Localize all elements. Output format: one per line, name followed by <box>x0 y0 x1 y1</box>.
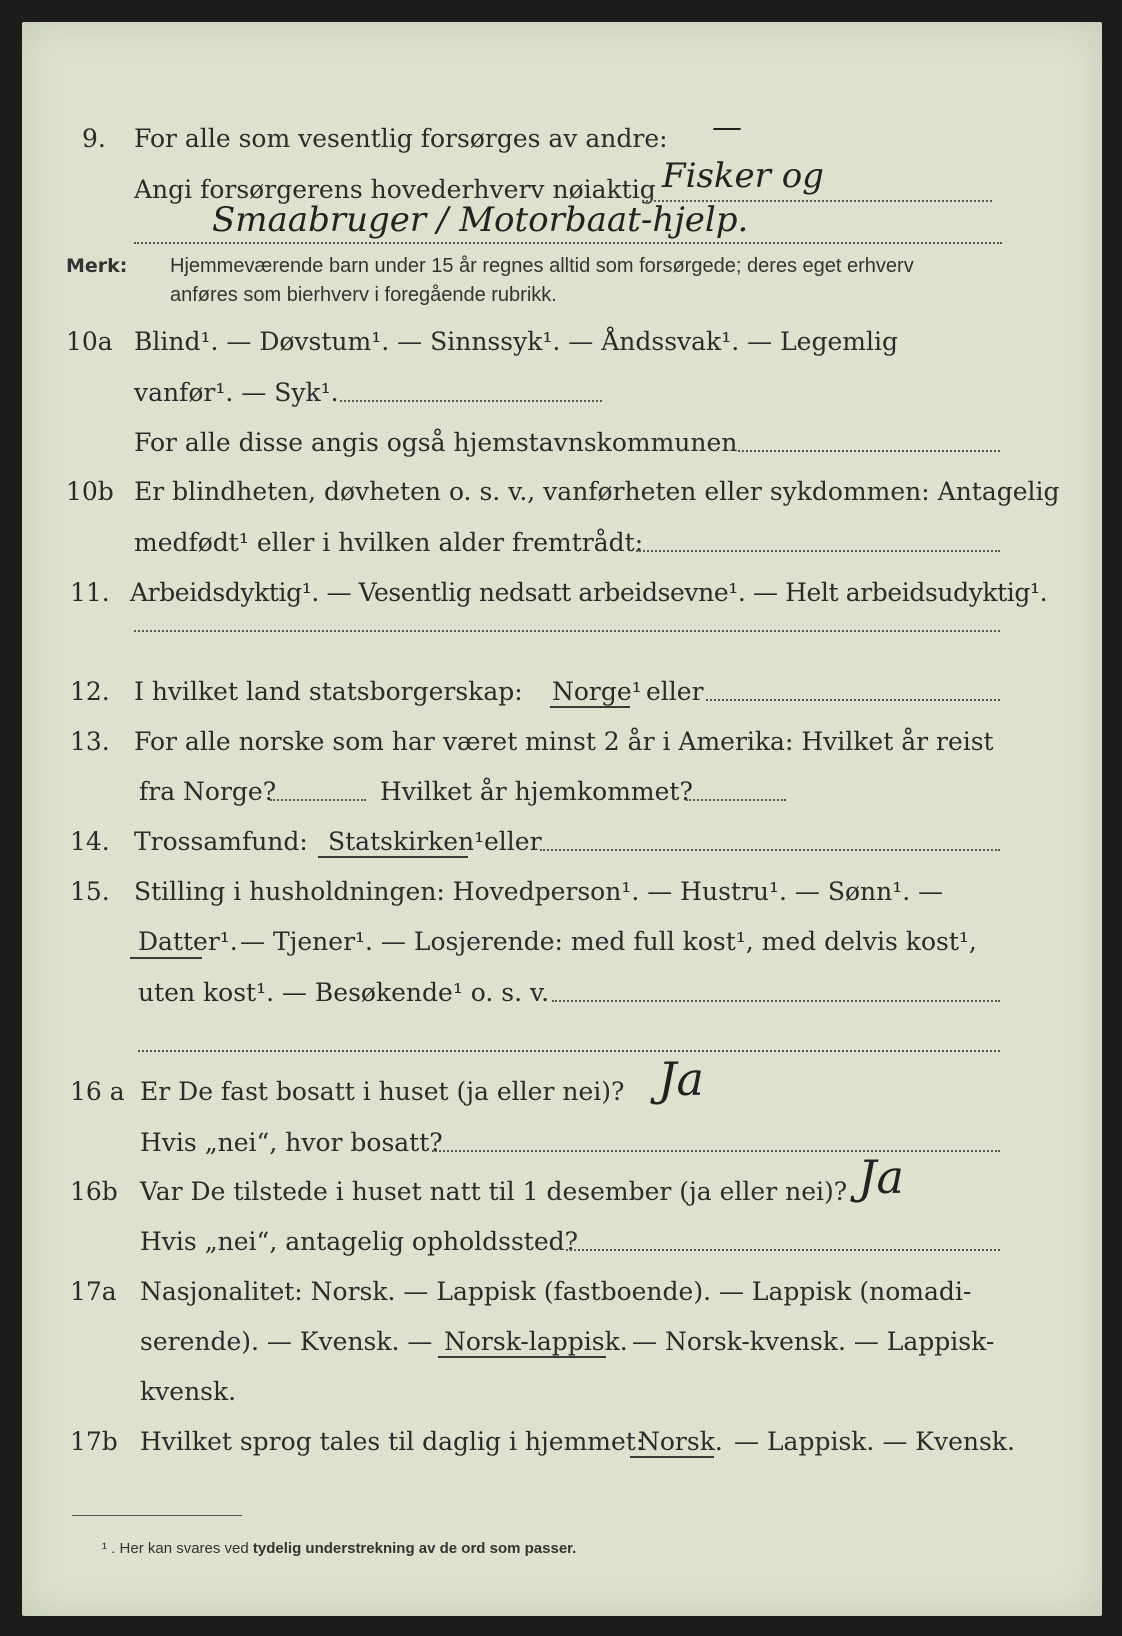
q15-line2: — Tjener¹. — Losjerende: med full kost¹, med delvis kost¹, <box>240 927 977 956</box>
q16a-line2: Hvis „nei“, hvor bosatt? <box>140 1128 443 1157</box>
q13-return-year-line <box>686 799 786 801</box>
q10a-home-line <box>738 450 1000 452</box>
q14-statskirken: Statskirken¹ <box>328 827 485 856</box>
footnote-text-b: tydelig understrekning av de ord som passer. <box>252 1540 577 1557</box>
q10a-line3: For alle disse angis også hjemstavnskommunen <box>134 428 738 457</box>
q10b-line2: medfødt¹ eller i hvilken alder fremtrådt: <box>134 528 644 557</box>
q9-number: 9. <box>82 124 106 153</box>
q9-line1: For alle som vesentlig forsørges av andre: <box>134 124 668 153</box>
q17b-number: 17b <box>70 1427 118 1456</box>
q17a-norsk-lappisk-underline <box>438 1356 606 1358</box>
q16b-line2: Hvis „nei“, antagelig opholdssted? <box>140 1227 579 1256</box>
q16a-number: 16 a <box>70 1077 125 1106</box>
q17b-post: — Lappisk. — Kvensk. <box>734 1427 1015 1456</box>
footnote <box>102 1540 576 1557</box>
merk-line2: anføres som bierhverv i foregående rubrikk. <box>170 284 557 306</box>
q12-number: 12. <box>70 677 110 706</box>
census-form-page <box>22 22 1102 1616</box>
q10b-answer-line <box>636 550 1000 552</box>
q9-answer-dash: — <box>712 110 742 145</box>
q9-handwritten-answer-b: Smaabruger / Motorbaat-hjelp. <box>212 200 749 240</box>
q15-line3: uten kost¹. — Besøkende¹ o. s. v. <box>138 978 550 1007</box>
q16a-line1: Er De fast bosatt i huset (ja eller nei)? <box>140 1077 625 1106</box>
q17b-norsk: Norsk. <box>638 1427 723 1456</box>
q17a-line1: Nasjonalitet: Norsk. — Lappisk (fastboende). — Lappisk (nomadi- <box>140 1277 972 1306</box>
q12-answer-line <box>706 699 1000 701</box>
q16a-answer-line <box>432 1150 1000 1152</box>
merk-label: Merk: <box>66 255 128 277</box>
q12-post: eller <box>646 677 704 706</box>
q17b-norsk-underline <box>630 1456 714 1458</box>
q13-number: 13. <box>70 727 110 756</box>
q16a-handwritten-answer: Ja <box>658 1052 704 1106</box>
merk-line1: Hjemmeværende barn under 15 år regnes alltid som forsørgede; deres eget erhverv <box>170 255 914 277</box>
q12-pre: I hvilket land statsborgerskap: <box>134 677 523 706</box>
q17a-line2a: serende). — Kvensk. — <box>140 1327 433 1356</box>
q17a-number: 17a <box>70 1277 117 1306</box>
q15-line1: Stilling i husholdningen: Hovedperson¹. — Hustru¹. — Sønn¹. — <box>134 877 944 906</box>
q15-datter-underline <box>130 957 202 959</box>
footnote-mark: ¹ . <box>102 1540 116 1557</box>
q16b-line1: Var De tilstede i huset natt til 1 desember (ja eller nei)? <box>140 1177 848 1206</box>
q10a-line2: vanfør¹. — Syk¹. <box>134 378 339 407</box>
q13-left-year-line <box>270 799 366 801</box>
q12-norge-underline <box>550 706 630 708</box>
footnote-text-a: Her kan svares ved <box>119 1540 249 1557</box>
q15-extra-line <box>138 1050 1000 1052</box>
q11-line1: Arbeidsdyktig¹. — Vesentlig nedsatt arbeidsevne¹. — Helt arbeidsudyktig¹. <box>130 578 1048 607</box>
q9-line2: Angi forsørgerens hovederhverv nøiaktig <box>134 175 656 204</box>
q15-datter: Datter¹. <box>138 927 238 956</box>
q9-answer-line-2 <box>134 242 1002 244</box>
q11-number: 11. <box>70 578 110 607</box>
q10b-line1: Er blindheten, døvheten o. s. v., vanførheten eller sykdommen: Antagelig <box>134 477 1060 506</box>
q10b-number: 10b <box>66 477 114 506</box>
q16b-handwritten-answer: Ja <box>858 1150 904 1204</box>
q15-number: 15. <box>70 877 110 906</box>
q10a-number: 10a <box>66 327 113 356</box>
q14-pre: Trossamfund: <box>134 827 308 856</box>
q16b-number: 16b <box>70 1177 118 1206</box>
footnote-rule <box>72 1515 242 1516</box>
q11-answer-line <box>134 630 1000 632</box>
q10a-line1: Blind¹. — Døvstum¹. — Sinnssyk¹. — Åndssvak¹. — Legemlig <box>134 327 898 356</box>
q15-answer-line <box>552 1000 1000 1002</box>
q14-post: eller <box>484 827 542 856</box>
q13-line2a: fra Norge? <box>139 777 277 806</box>
q13-line2b: Hvilket år hjemkommet? <box>380 777 693 806</box>
q17a-line2c: — Norsk-kvensk. — Lappisk- <box>632 1327 995 1356</box>
q14-statskirken-underline <box>318 856 468 858</box>
q12-norge: Norge¹ <box>552 677 642 706</box>
q13-line1: For alle norske som har været minst 2 år i Amerika: Hvilket år reist <box>134 727 994 756</box>
q17b-pre: Hvilket sprog tales til daglig i hjemmet: <box>140 1427 645 1456</box>
q17a-norsk-lappisk: Norsk-lappisk. <box>444 1327 628 1356</box>
q9-handwritten-answer-a: Fisker og <box>662 156 824 196</box>
q17a-line3: kvensk. <box>140 1377 237 1406</box>
q10a-answer-line <box>340 400 602 402</box>
q16b-answer-line <box>566 1249 1000 1251</box>
q14-answer-line <box>540 849 1000 851</box>
q14-number: 14. <box>70 827 110 856</box>
